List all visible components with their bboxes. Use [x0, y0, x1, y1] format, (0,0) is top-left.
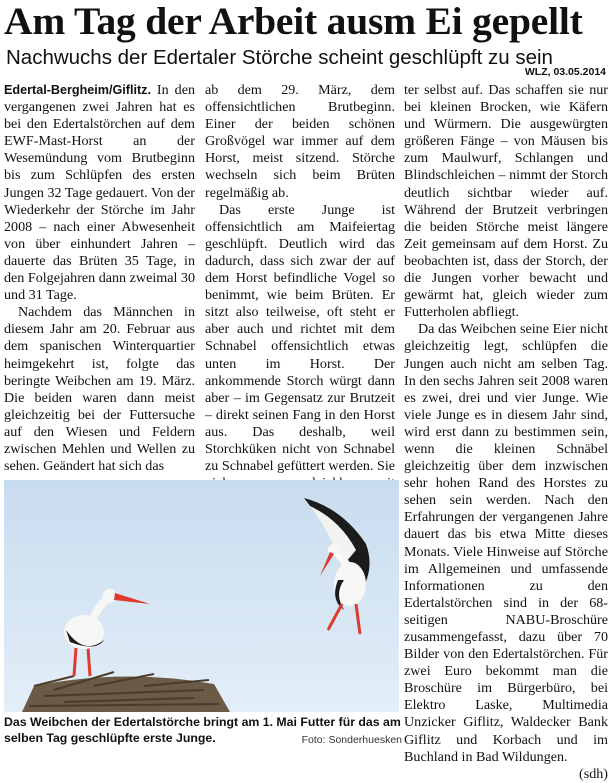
paragraph	[404, 321, 608, 782]
article-column-1	[4, 82, 195, 480]
paragraph-text: In den vergangenen zwei Jahren hat es bei den Edertalstörchen auf dem EWF-Mast-Horst an der Wesemündung vom Brutbeginn bis zum Schlüpfen des ersten Jungen 32 Tage gedauert. Von der Wiederkehr der Störche im Jahr 2008 – nach einer Abwesenheit von über einhundert Jahren – dauerte das Brüten 35 Tage, in den Folgejahren dann zweimal 30 und 31 Tage.	[4, 82, 195, 304]
photo-credit: Foto: Sonderhuesken	[301, 734, 402, 746]
paragraph: ter selbst auf. Das schaffen sie nur bei kleinen Brocken, wie Käfern und Würmern. Die ausgewürgten größeren Fänge – von Mäusen bis zum Maulwurf, Schlangen und Blindschleichen – nimmt der Storch deutlich sichtbar wieder auf. Während der Brutzeit verbringen die beiden Störche meist längere Zeit gemeinsam auf dem Horst. Zu beobachten ist, dass der Storch, der die Jungen vorher bewacht und gewärmt hat, gleich wieder zum Futterholen abfliegt.	[404, 82, 608, 321]
photo-caption: Das Weibchen der Edertalstörche bringt am 1. Mai Futter für das am selben Tag geschlüpfte erste Junge.	[4, 715, 401, 745]
stork-photo	[4, 480, 399, 712]
paragraph: Nachdem das Männchen in diesem Jahr am 20. Februar aus dem spanischen Winterquartier heimgekehrt ist, folgte das beringte Weibchen am 19. März. Die beiden waren dann meist gleichzeitig bei der Futtersuche auf den Wiesen und Feldern zwischen Mehlen und Wellen zu sehen. Geändert hat sich das	[4, 304, 195, 475]
author-signature: (sdh)	[579, 765, 608, 782]
paragraph: ab dem 29. März, dem offensichtlichen Brutbeginn. Einer der beiden schönen Großvögel war immer auf dem Horst, meist sitzend. Störche wechseln sich beim Brüten regelmäßig ab.	[205, 82, 395, 201]
paragraph-text: Da das Weibchen seine Eier nicht gleichzeitig legt, schlüpfen die Jungen auch nicht am selben Tag. In den sechs Jahren seit 2008 waren es zwei, drei und vier Junge. Wie viele Junge es in diesem Jahr sind, wird erst dann zu bestimmen sein, wenn die kleinen Schnäbel gleichzeitig über dem inzwischen sehr hohen Rand des Horstes zu sehen sein werden. Nach den Erfahrungen der vergangenen Jahre dauert das bis etwa Mitte dieses Monats. Viele Hinweise auf Störche im Allgemeinen und umfassende Informationen zu den Edertalstörchen sind in der 68-seitigen NABU-Broschüre zusammengefasst, dazu über 70 Bilder von den Edertalstörchen. Für zwei Euro bekommt man die Broschüre im Bürgerbüro, bei Elektro Laske, Multimedia Unzicker Giflitz, Waldecker Bank Giflitz und Korbach und im Buchland in Bad Wildungen.	[404, 321, 608, 765]
article-column-3	[404, 82, 608, 782]
source-date: WLZ, 03.05.2014	[524, 66, 606, 78]
stork-photo-illustration	[4, 480, 399, 712]
headline: Am Tag der Arbeit ausm Ei gepellt	[4, 0, 583, 43]
subheadline: Nachwuchs der Edertaler Störche scheint geschlüpft zu sein	[6, 46, 553, 69]
paragraph: Das erste Junge ist offensichtlich am Maifeiertag geschlüpft. Deutlich wird das dadurch, dass sich zwar der auf dem Horst befindliche Vogel so benimmt, wie beim Brüten. Er sitzt also teilweise, oft steht er aber auch und richtet mit dem Schnabel offensichtlich etwas unten im Horst. Der ankommende Storch würgt dann aber – im Gegensatz zur Brutzeit – direkt seinen Fang in den Horst aus. Das deshalb, weil Storchküken nicht von Schnabel zu Schnabel gefüttert werden. Sie	[205, 201, 395, 475]
dateline: Edertal-Bergheim/Giflitz.	[4, 83, 151, 97]
paragraph	[4, 82, 195, 304]
article-column-2	[205, 82, 395, 480]
